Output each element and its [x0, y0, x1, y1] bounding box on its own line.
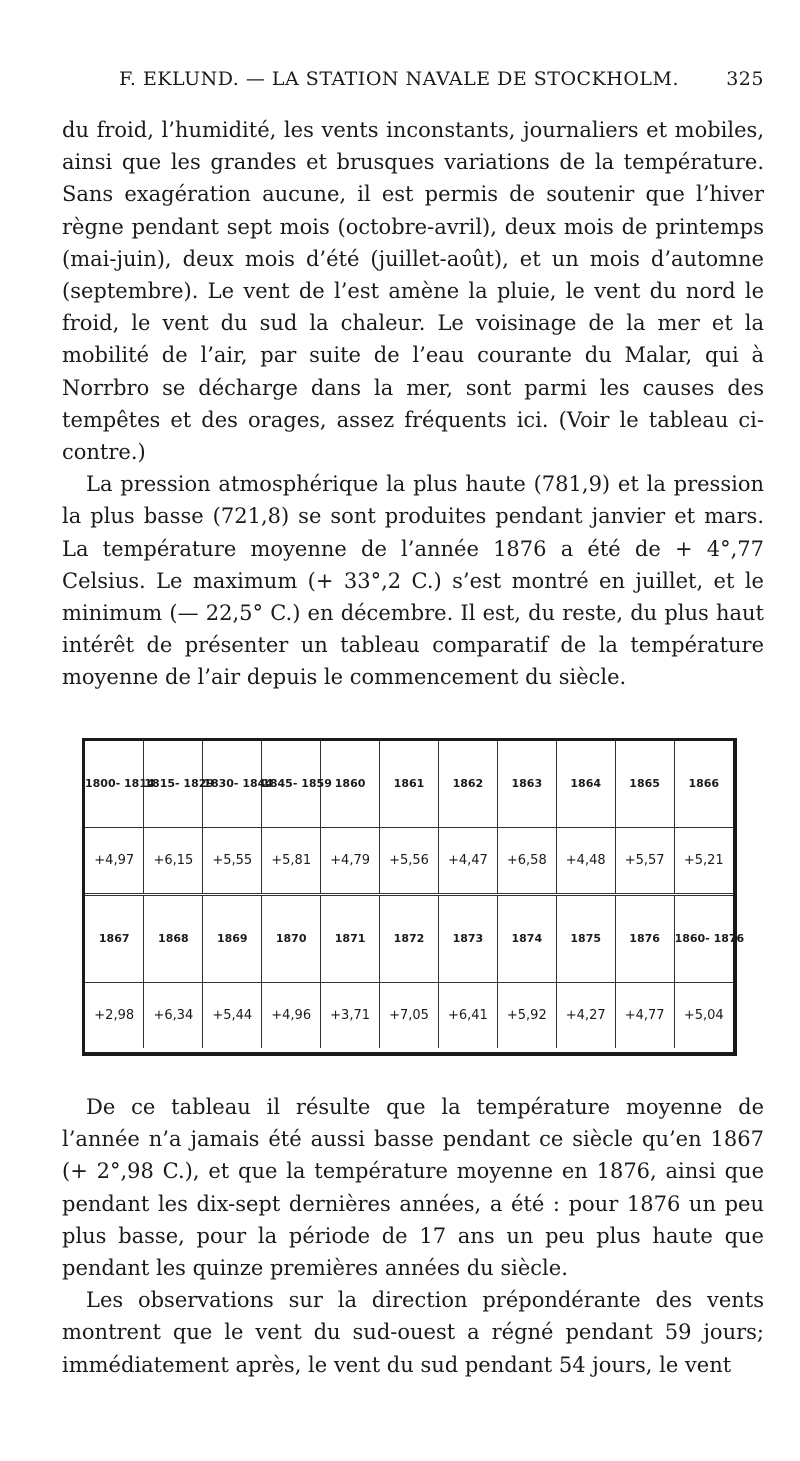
running-header — [62, 68, 764, 90]
table-period-cell: 1874 — [497, 895, 556, 983]
table-period-cell: 1830- 1844 — [203, 741, 262, 828]
table-value-cell: +6,34 — [144, 983, 203, 1049]
table-value-row — [85, 828, 733, 895]
table-value-cell: +4,79 — [321, 828, 380, 895]
table-value-row — [85, 983, 733, 1049]
table-period-cell: 1861 — [380, 741, 439, 828]
table-period-cell: 1862 — [438, 741, 497, 828]
table-period-cell: 1866 — [674, 741, 733, 828]
table-value-cell: +5,56 — [380, 828, 439, 895]
table-period-cell: 1860 — [321, 741, 380, 828]
table-period-cell: 1876 — [615, 895, 674, 983]
table-period-cell: 1863 — [497, 741, 556, 828]
paragraph-wind-observations: Les observations sur la direction prépondérante des vents montrent que le vent du sud-ouest a régné pendant 59 jours; immédiatement après, le vent du sud pendant 54 jours, le vent — [62, 1288, 764, 1377]
table-value-cell: +2,98 — [85, 983, 144, 1049]
table-value-cell: +3,71 — [321, 983, 380, 1049]
table-value-cell: +6,15 — [144, 828, 203, 895]
table-value-cell: +7,05 — [380, 983, 439, 1049]
top-text-block — [62, 114, 764, 694]
bottom-text-block — [62, 1091, 764, 1381]
table-value-cell: +4,27 — [556, 983, 615, 1049]
table-period-cell: 1871 — [321, 895, 380, 983]
paragraph-pressure-temperature: La pression atmosphérique la plus haute (781,9) et la pression la plus basse (721,8) se sont produites pendant janvier et mars. La température moyenne de l’année 1876 a été de + 4°,77 Celsius. Le maximum (+ 33°,2 C.) s’est montré en juillet, et le minimum (— 22,5° C.) en décembre. Il est, du reste, du plus haut intérêt de présenter un tableau comparatif de la température moyenne de l’air depuis le commencement du siècle. — [62, 472, 764, 690]
table-period-cell: 1868 — [144, 895, 203, 983]
table-value-cell: +5,55 — [203, 828, 262, 895]
table-period-cell: 1872 — [380, 895, 439, 983]
table-period-cell: 1867 — [85, 895, 144, 983]
page-number: 325 — [726, 68, 764, 90]
table-value-cell: +4,48 — [556, 828, 615, 895]
running-title: F. EKLUND. — LA STATION NAVALE DE STOCKHOLM. — [119, 68, 680, 90]
table-value-cell: +5,04 — [674, 983, 733, 1049]
table-period-cell: 1860- 1876 — [674, 895, 733, 983]
table-period-cell: 1864 — [556, 741, 615, 828]
paragraph-climate: du froid, l’humidité, les vents inconstants, journaliers et mobiles, ainsi que les grandes et brusques variations de la température. Sans exagération aucune, il est permis de soutenir que l’hiver règne pendant sept mois (octobre-avril), deux mois de printemps (mai-juin), deux mois d’été (juillet-août), et un mois d’automne (septembre). Le vent de l’est amène la pluie, le vent du nord le froid, le vent du sud la chaleur. Le voisinage de la mer et la mobilité de l’air, par suite de l’eau courante du Malar, qui à Norrbro se décharge dans la mer, sont parmi les causes des tempêtes et des orages, assez fréquents ici. (Voir le tableau ci-contre.) — [62, 118, 764, 465]
table-period-cell: 1870 — [262, 895, 321, 983]
table-value-cell: +5,92 — [497, 983, 556, 1049]
table-value-cell: +4,47 — [438, 828, 497, 895]
table-period-cell: 1845- 1859 — [262, 741, 321, 828]
table-header-row — [85, 741, 733, 828]
table-period-cell: 1875 — [556, 895, 615, 983]
table-period-cell: 1869 — [203, 895, 262, 983]
temperature-table-grid — [85, 741, 745, 1048]
table-period-cell: 1815- 1829 — [144, 741, 203, 828]
table-header-row — [85, 895, 733, 983]
table-period-cell: 1800- 1814 — [85, 777, 155, 790]
table-value-cell: +4,97 — [85, 828, 144, 895]
table-period-cell: 1865 — [615, 741, 674, 828]
table-value-cell: +5,81 — [262, 828, 321, 895]
table-period-cell: 1873 — [438, 895, 497, 983]
table-value-cell: +4,96 — [262, 983, 321, 1049]
table-value-cell: +4,77 — [615, 983, 674, 1049]
temperature-table — [82, 738, 745, 1056]
table-value-cell: +5,21 — [674, 828, 733, 895]
paragraph-table-conclusion: De ce tableau il résulte que la température moyenne de l’année n’a jamais été aussi basse pendant ce siècle qu’en 1867 (+ 2°,98 C.), et que la température moyenne en 1876, ainsi que pendant les dix-sept dernières années, a été : pour 1876 un peu plus basse, pour la période de 17 ans un peu plus haute que pendant les quinze premières années du siècle. — [62, 1095, 764, 1281]
table-value-cell: +6,41 — [438, 983, 497, 1049]
table-value-cell: +6,58 — [497, 828, 556, 895]
table-value-cell: +5,57 — [615, 828, 674, 895]
table-value-cell: +5,44 — [203, 983, 262, 1049]
